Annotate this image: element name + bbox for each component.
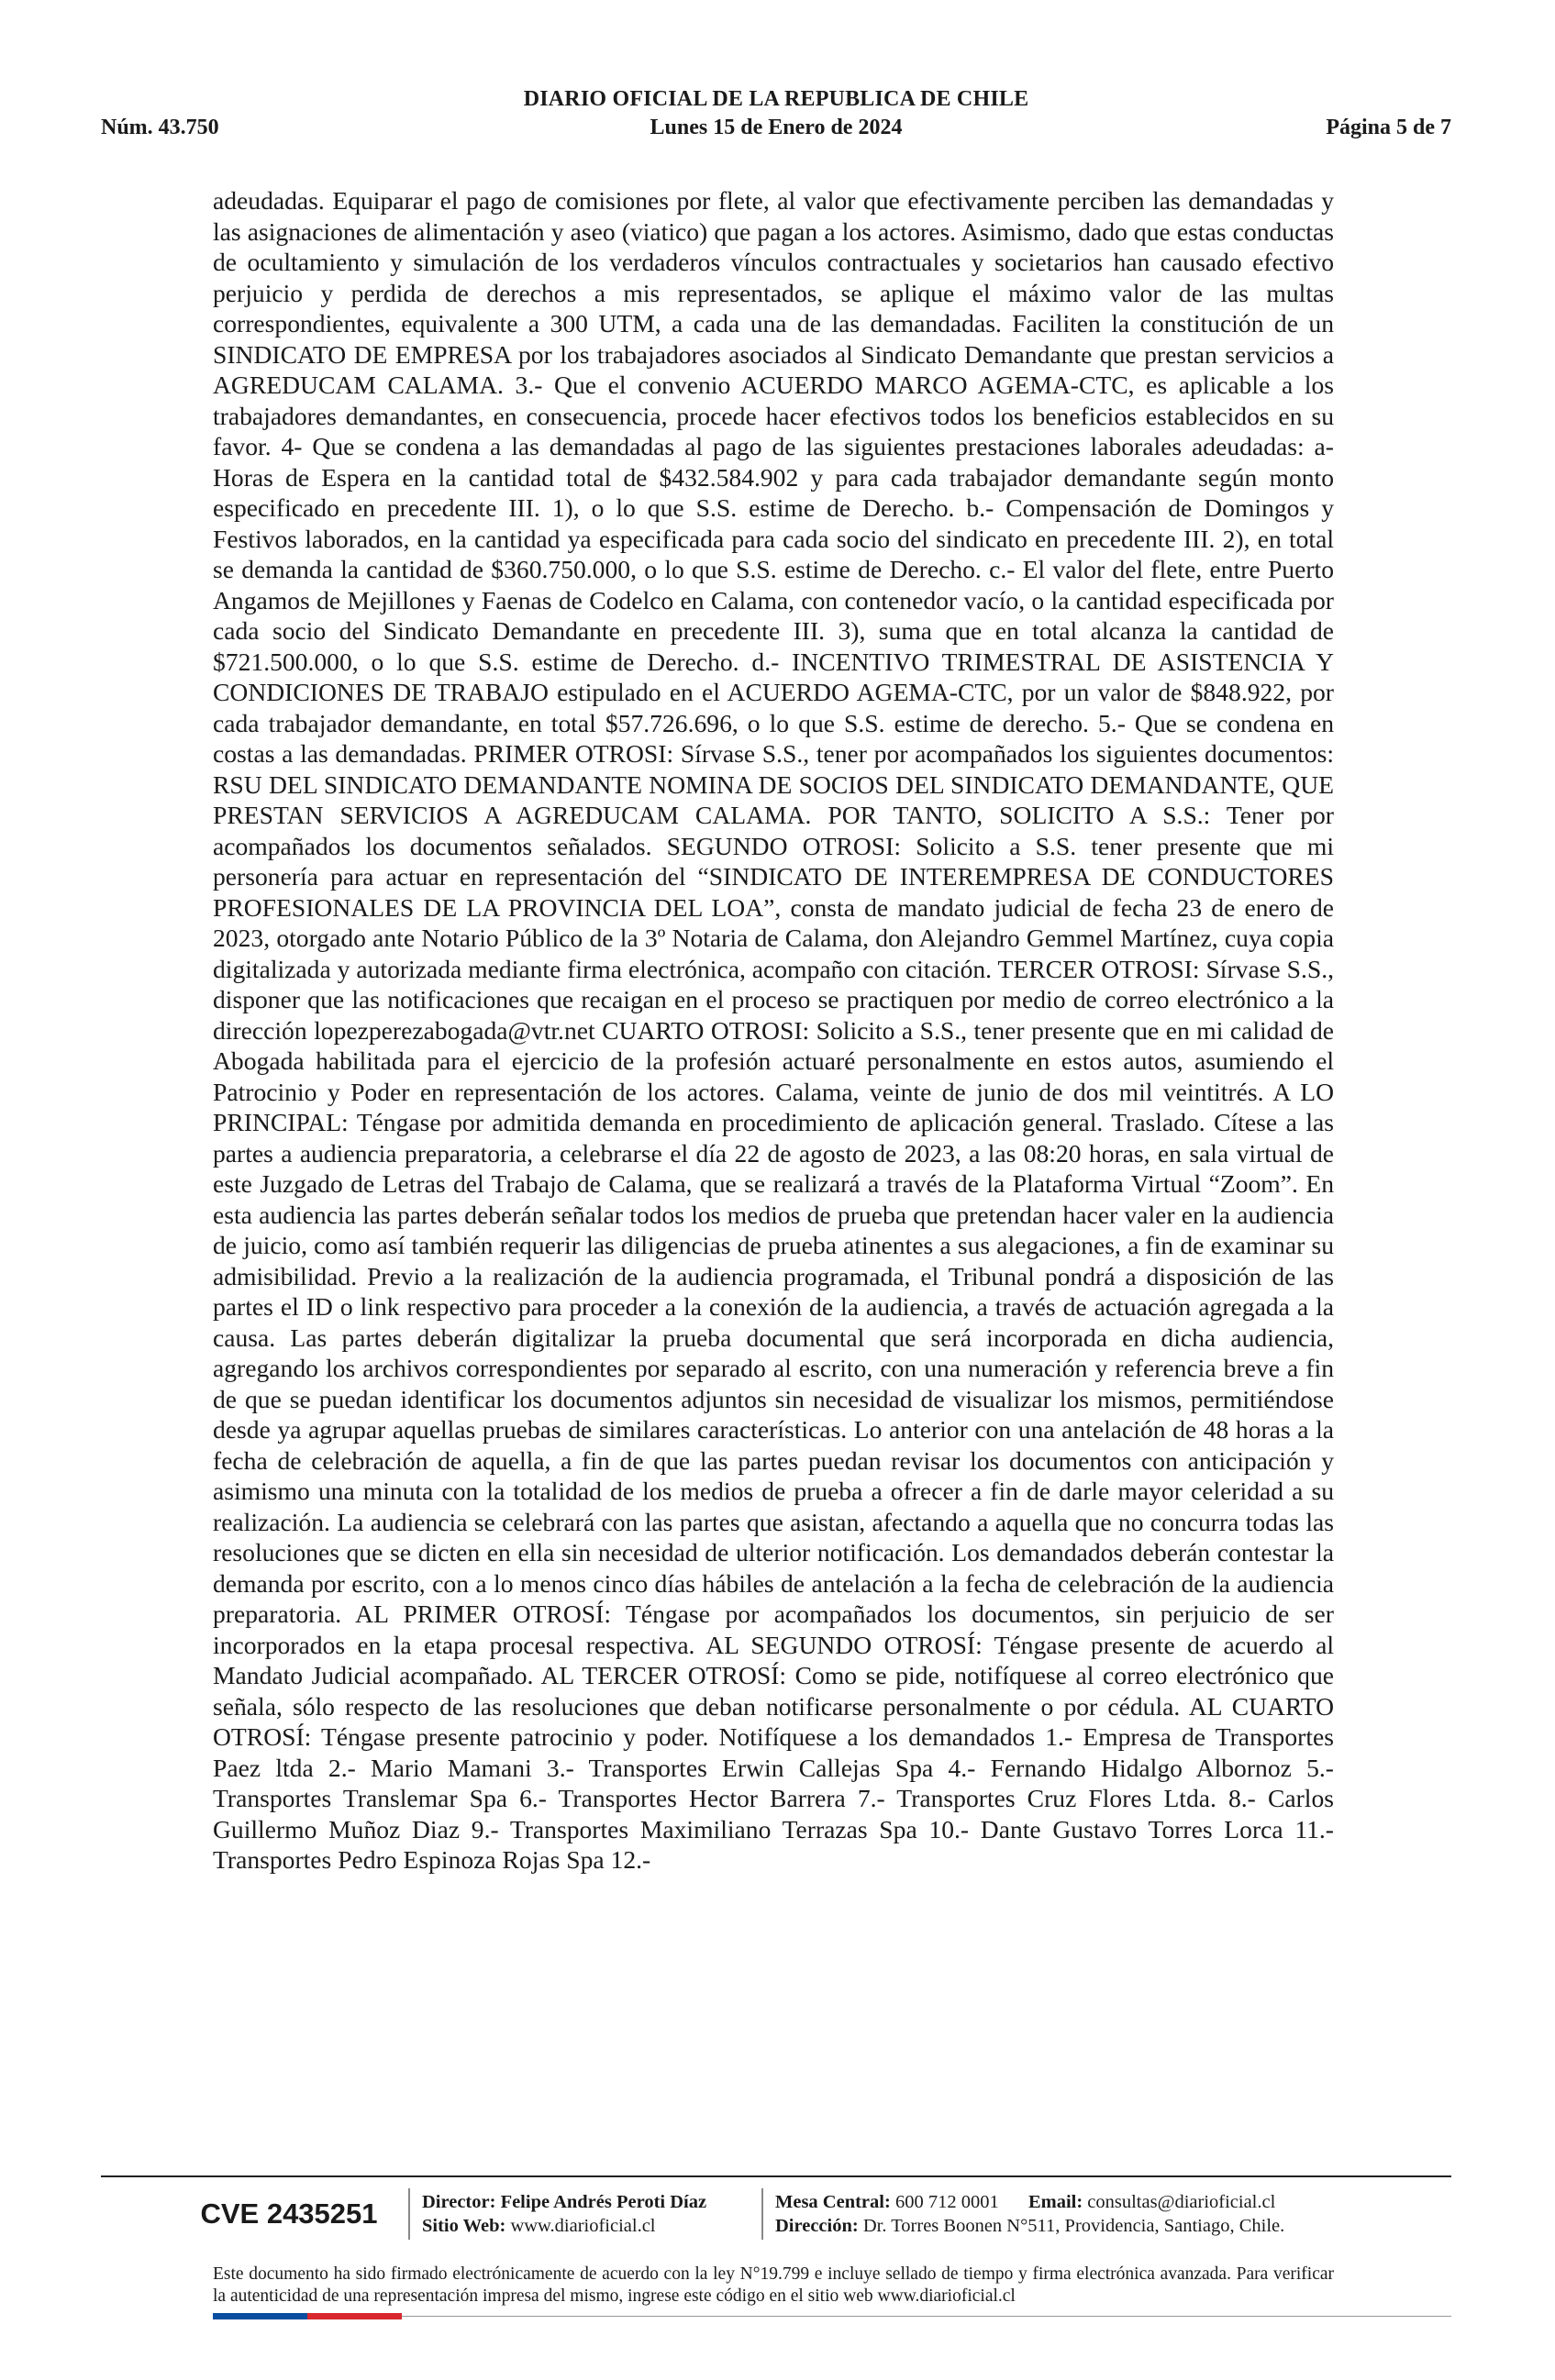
director-line (422, 2190, 706, 2214)
website-line (422, 2214, 706, 2238)
contact-line (775, 2190, 1284, 2214)
footer-divider (101, 2175, 1451, 2177)
website-label: Sitio Web: (422, 2216, 506, 2236)
footer-director-block (422, 2190, 706, 2238)
document-body: adeudadas. Equiparar el pago de comisiones por flete, al valor que efectivamente perciben las demandadas y las asignaciones de alimentación y aseo (viatico) que pagan a los actores. Asimismo, dado que estas conductas de ocultamiento y simulación de los verdaderos vínculos contractuales y societarios han causado efectivo perjuicio y perdida de derechos a mis representados, se aplique el máximo valor de las multas correspondientes, equivalente a 300 UTM, a cada una de las demandadas. Faciliten la constitución de un SINDICATO DE EMPRESA por los trabajadores asociados al Sindicato Demandante que prestan servicios a AGREDUCAM CALAMA. 3.- Que el convenio ACUERDO MARCO AGEMA-CTC, es aplicable a los trabajadores demandantes, en consecuencia, procede hacer efectivos todos los beneficios establecidos en su favor. 4- Que se condena a las demandadas al pago de las siguientes prestaciones laborales adeudadas: a- Horas de Espera en la cantidad total de $432.584.902 y para cada trabajador demandante según monto especificado en precedente III. 1), o lo que S.S. estime de Derecho. b.- Compensación de Domingos y Festivos laborados, en la cantidad ya especificada para cada socio del sindicato en precedente III. 2), en total se demanda la cantidad de $360.750.000, o lo que S.S. estime de Derecho. c.- El valor del flete, entre Puerto Angamos de Mejillones y Faenas de Codelco en Calama, con contenedor vacío, o la cantidad especificada por cada socio del Sindicato Demandante en precedente III. 3), suma que en total alcanza la cantidad de $721.500.000, o lo que S.S. estime de Derecho. d.- INCENTIVO TRIMESTRAL DE ASISTENCIA Y CONDICIONES DE TRABAJO estipulado en el ACUERDO AGEMA-CTC, por un valor de $848.922, por cada trabajador demandante, en total $57.726.696, o lo que S.S. estime de derecho. 5.- Que se condena en costas a las demandadas. PRIMER OTROSI: Sírvase S.S., tener por acompañados los siguientes documentos: RSU DEL SINDICATO DEMANDANTE NOMINA DE SOCIOS DEL SINDICATO DEMANDANTE, QUE PRESTAN SERVICIOS A AGREDUCAM CALAMA. POR TANTO, SOLICITO A S.S.: Tener por acompañados los documentos señalados. SEGUNDO OTROSI: Solicito a S.S. tener presente que mi personería para actuar en representación del “SINDICATO DE INTEREMPRESA DE CONDUCTORES PROFESIONALES DE LA PROVINCIA DEL LOA”, consta de mandato judicial de fecha 23 de enero de 2023, otorgado ante Notario Público de la 3º Notaria de Calama, don Alejandro Gemmel Martínez, cuya copia digitalizada y autorizada mediante firma electrónica, acompaño con citación. TERCER OTROSI: Sírvase S.S., disponer que las notificaciones que recaigan en el proceso se practiquen por medio de correo electrónico a la dirección lopezperezabogada@vtr.net CUARTO OTROSI: Solicito a S.S., tener presente que en mi calidad de Abogada habilitada para el ejercicio de la profesión actuaré personalmente en estos autos, asumiendo el Patrocinio y Poder en representación de los actores. Calama, veinte de junio de dos mil veintitrés. A LO PRINCIPAL: Téngase por admitida demanda en procedimiento de aplicación general. Traslado. Cítese a las partes a audiencia preparatoria, a celebrarse el día 22 de agosto de 2023, a las 08:20 horas, en sala virtual de este Juzgado de Letras del Trabajo de Calama, que se realizará a través de la Plataforma Virtual “Zoom”. En esta audiencia las partes deberán señalar todos los medios de prueba que pretendan hacer valer en la audiencia de juicio, como así también requerir las diligencias de prueba atinentes a sus alegaciones, a fin de examinar su admisibilidad. Previo a la realización de la audiencia programada, el Tribunal pondrá a disposición de las partes el ID o link respectivo para proceder a la conexión de la audiencia, a través de actuación agregada a la causa. Las partes deberán digitalizar la prueba documental que será incorporada en dicha audiencia, agregando los archivos correspondientes por separado al escrito, con una numeración y referencia breve a fin de que se puedan identificar los documentos adjuntos sin necesidad de visualizar los mismos, permitiéndose desde ya agrupar aquellas pruebas de similares características. Lo anterior con una antelación de 48 horas a la fecha de celebración de aquella, a fin de que las partes puedan revisar los documentos con anticipación y asimismo una minuta con la totalidad de los medios de prueba a ofrecer a fin de darle mayor celeridad a su realización. La audiencia se celebrará con las partes que asistan, afectando a aquella que no concurra todas las resoluciones que se dicten en ella sin necesidad de ulterior notificación. Los demandados deberán contestar la demanda por escrito, con a lo menos cinco días hábiles de antelación a la fecha de celebración de la audiencia preparatoria. AL PRIMER OTROSÍ: Téngase por acompañados los documentos, sin perjuicio de ser incorporados en la etapa procesal respectiva. AL SEGUNDO OTROSÍ: Téngase presente de acuerdo al Mandato Judicial acompañado. AL TERCER OTROSÍ: Como se pide, notifíquese al correo electrónico que señala, sólo respecto de las resoluciones que deban notificarse personalmente o por cédula. AL CUARTO OTROSÍ: Téngase presente patrocinio y poder. Notifíquese a los demandados 1.- Empresa de Transportes Paez ltda 2.- Mario Mamani 3.- Transportes Erwin Callejas Spa 4.- Fernando Hidalgo Albornoz 5.- Transportes Translemar Spa 6.- Transportes Hector Barrera 7.- Transportes Cruz Flores Ltda. 8.- Carlos Guillermo Muñoz Diaz 9.- Transportes Maximiliano Terrazas Spa 10.- Dante Gustavo Torres Lorca 11.- Transportes Pedro Espinoza Rojas Spa 12.- (213, 186, 1334, 1874)
footer-separator (761, 2188, 763, 2240)
page-header (101, 87, 1451, 151)
email-address[interactable]: consultas@diarioficial.cl (1087, 2192, 1276, 2212)
flag-red-segment (307, 2313, 402, 2319)
page-number: Página 5 de 7 (1326, 116, 1451, 139)
phone-label: Mesa Central: (775, 2192, 891, 2212)
legal-notice: Este documento ha sido firmado electrónicamente de acuerdo con la ley N°19.799 e incluye sellado de tiempo y firma electrónica avanzada. Para verificar la autenticidad de una representación impresa del mismo, ingrese este código en el sitio web www.diarioficial.cl (213, 2264, 1334, 2306)
bottom-rule (402, 2316, 1451, 2317)
flag-blue-segment (213, 2313, 307, 2319)
issue-number: Núm. 43.750 (101, 116, 219, 139)
website-link[interactable]: www.diarioficial.cl (510, 2216, 656, 2236)
address-label: Dirección: (775, 2216, 859, 2236)
publication-title: DIARIO OFICIAL DE LA REPUBLICA DE CHILE (523, 87, 1029, 111)
cve-code: CVE 2435251 (200, 2197, 378, 2230)
phone-number: 600 712 0001 (894, 2192, 999, 2212)
flag-stripe (213, 2313, 402, 2319)
issue-date: Lunes 15 de Enero de 2024 (650, 116, 903, 139)
director-label: Director: (422, 2192, 496, 2212)
email-label: Email: (1027, 2192, 1083, 2212)
address-line (775, 2214, 1284, 2238)
address-text: Dr. Torres Boonen N°511, Providencia, Santiago, Chile. (862, 2216, 1285, 2236)
footer-contact-block (775, 2190, 1284, 2238)
footer-separator (408, 2188, 410, 2240)
director-name: Felipe Andrés Peroti Díaz (500, 2192, 707, 2212)
